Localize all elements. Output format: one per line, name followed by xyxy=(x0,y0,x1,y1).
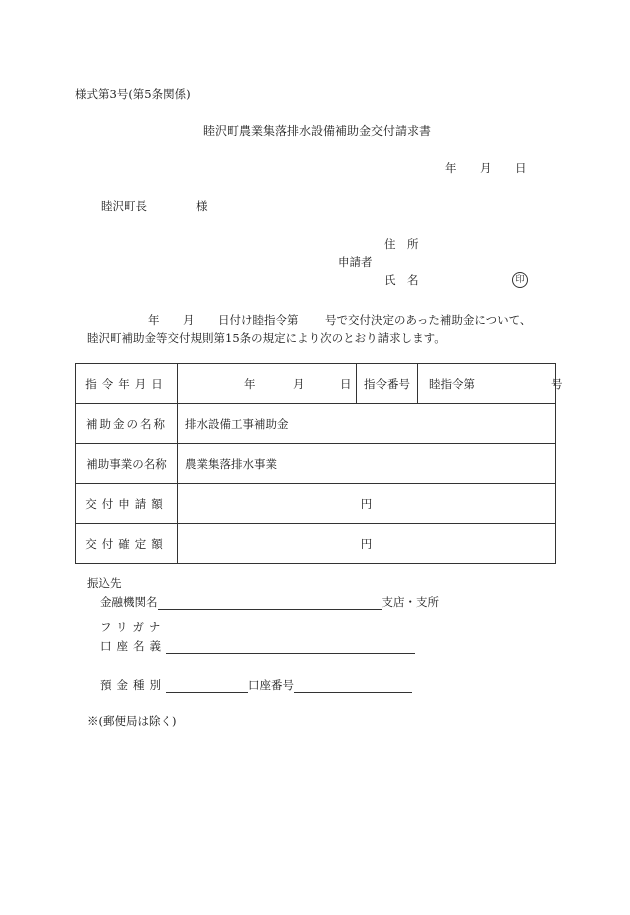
directive-date-label: 指令年月日 xyxy=(76,364,178,404)
deposit-type-field[interactable] xyxy=(166,679,248,693)
directive-date-cell xyxy=(178,364,357,404)
address-label: 住 所 xyxy=(384,237,419,251)
subsidy-name-value: 排水設備工事補助金 xyxy=(178,404,556,444)
directive-day: 日 xyxy=(340,377,352,391)
seal-mark: 印 xyxy=(512,272,528,288)
account-name-row xyxy=(100,638,415,654)
body-rest: 日付け睦指令第 xyxy=(218,313,299,327)
directive-month: 月 xyxy=(293,377,305,391)
project-name-value: 農業集落排水事業 xyxy=(178,444,556,484)
confirmed-amount-value: 円 xyxy=(178,524,556,564)
directive-number-label: 指令番号 xyxy=(357,364,418,404)
addressee-honorific: 様 xyxy=(196,199,208,213)
table-row xyxy=(76,524,556,564)
date-month: 月 xyxy=(480,161,492,175)
addressee-name: 睦沢町長 xyxy=(101,199,147,213)
institution-label: 金融機関名 xyxy=(100,595,158,609)
account-name-field[interactable] xyxy=(166,640,415,654)
account-name-label: 口座名義 xyxy=(100,639,166,653)
name-label: 氏 名 xyxy=(384,273,419,287)
furigana-label: フリガナ xyxy=(100,620,166,634)
directive-number-prefix: 睦指令第 xyxy=(429,377,475,391)
directive-year: 年 xyxy=(244,377,256,391)
table-row xyxy=(76,404,556,444)
bank-heading: 振込先 xyxy=(87,576,122,590)
applicant-label: 申請者 xyxy=(338,255,373,269)
account-number-field[interactable] xyxy=(294,679,412,693)
project-name-label: 補助事業の名称 xyxy=(76,444,178,484)
body-after: 号で交付決定のあった補助金について、 xyxy=(325,313,532,327)
directive-number-cell xyxy=(418,364,563,404)
form-number: 様式第3号(第5条関係) xyxy=(75,87,191,101)
post-office-note: ※(郵便局は除く) xyxy=(87,714,177,728)
account-number-label: 口座番号 xyxy=(248,678,294,692)
table-row xyxy=(76,484,556,524)
institution-row xyxy=(100,594,439,610)
confirmed-amount-label: 交付確定額 xyxy=(76,524,178,564)
table-row xyxy=(76,444,556,484)
branch-label: 支店・支所 xyxy=(381,595,439,609)
page-title: 睦沢町農業集落排水設備補助金交付請求書 xyxy=(203,124,432,138)
directive-number-suffix: 号 xyxy=(551,377,563,391)
body-line2: 睦沢町補助金等交付規則第15条の規定により次のとおり請求します。 xyxy=(87,331,446,345)
table-row xyxy=(76,364,556,404)
applied-amount-label: 交付申請額 xyxy=(76,484,178,524)
body-month: 月 xyxy=(183,313,195,327)
institution-field[interactable] xyxy=(158,596,382,610)
subsidy-name-label: 補助金の名称 xyxy=(76,404,178,444)
request-table xyxy=(75,363,563,564)
deposit-type-label: 預金種別 xyxy=(100,678,166,692)
date-day: 日 xyxy=(515,161,527,175)
body-year: 年 xyxy=(148,313,160,327)
date-year: 年 xyxy=(445,161,457,175)
applied-amount-value: 円 xyxy=(178,484,556,524)
deposit-row xyxy=(100,677,412,693)
